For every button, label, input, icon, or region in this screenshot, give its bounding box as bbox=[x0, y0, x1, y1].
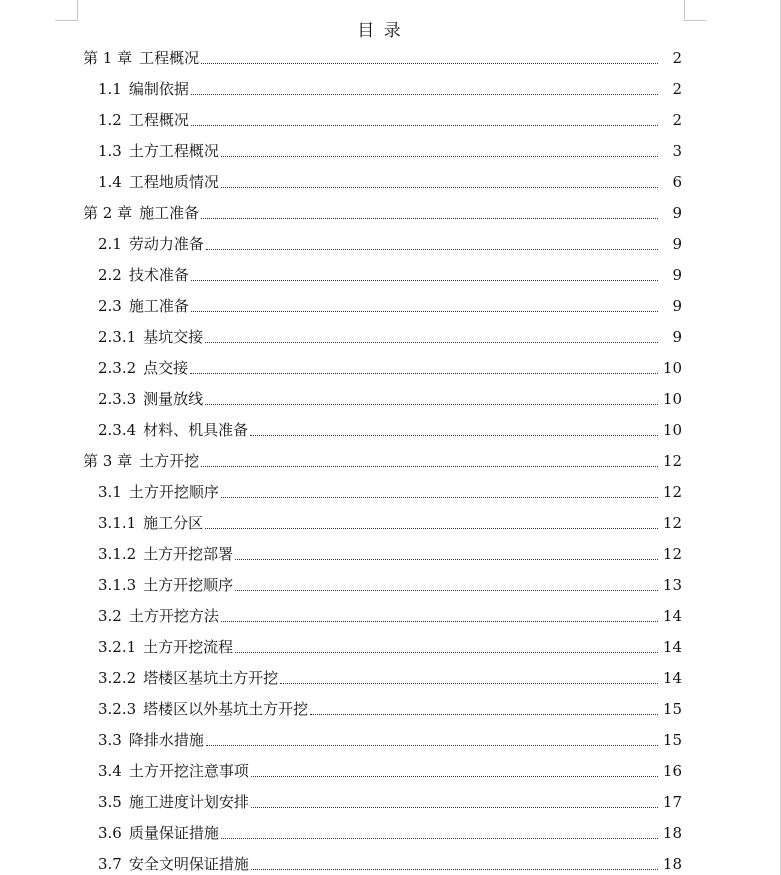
toc-dot-leader bbox=[251, 775, 658, 777]
toc-entry-number: 1.1 bbox=[98, 80, 122, 98]
toc-entry[interactable] bbox=[0, 354, 781, 378]
toc-dot-leader bbox=[221, 186, 658, 188]
toc-dot-leader bbox=[206, 744, 658, 746]
toc-entry[interactable] bbox=[0, 478, 781, 502]
toc-entry-number: 2.3 bbox=[98, 297, 122, 315]
toc-entry-text: 工程地质情况 bbox=[128, 173, 219, 191]
toc-entry-page: 6 bbox=[672, 173, 682, 191]
toc-entry-page: 2 bbox=[672, 111, 682, 129]
toc-entry-page: 12 bbox=[662, 452, 682, 470]
toc-entry-text: 土方开挖方法 bbox=[128, 607, 219, 625]
toc-entry[interactable] bbox=[0, 261, 781, 285]
crop-mark-top-right-vertical bbox=[684, 0, 685, 21]
toc-entry-text: 工程概况 bbox=[139, 49, 200, 67]
toc-entry[interactable] bbox=[0, 75, 781, 99]
toc-dot-leader bbox=[191, 279, 658, 281]
toc-entry[interactable] bbox=[0, 230, 781, 254]
toc-entry[interactable] bbox=[0, 571, 781, 595]
toc-entry-page: 12 bbox=[662, 545, 682, 563]
toc-dot-leader bbox=[310, 713, 658, 715]
toc-entry-page: 14 bbox=[662, 638, 682, 656]
toc-entry-number: 第 2 章 bbox=[83, 204, 133, 222]
toc-dot-leader bbox=[205, 341, 658, 343]
toc-entry-number: 2.3.2 bbox=[98, 359, 137, 377]
toc-entry-number: 3.2.3 bbox=[98, 700, 137, 718]
toc-dot-leader bbox=[235, 651, 658, 653]
toc-entry[interactable] bbox=[0, 292, 781, 316]
toc-entry-page: 3 bbox=[672, 142, 682, 160]
toc-entry-number: 3.5 bbox=[98, 793, 122, 811]
crop-mark-top-left-vertical bbox=[77, 0, 78, 21]
toc-entry-text: 土方开挖 bbox=[139, 452, 200, 470]
toc-entry-chapter-2[interactable] bbox=[0, 199, 781, 223]
toc-entry-number: 3.1.2 bbox=[98, 545, 137, 563]
toc-entry-number: 2.3.4 bbox=[98, 421, 137, 439]
toc-entry-page: 10 bbox=[662, 390, 682, 408]
toc-entry[interactable] bbox=[0, 540, 781, 564]
toc-entry-text: 质量保证措施 bbox=[128, 824, 219, 842]
toc-dot-leader bbox=[190, 372, 658, 374]
toc-entry-number: 3.1.1 bbox=[98, 514, 137, 532]
toc-entry-text: 点交接 bbox=[143, 359, 189, 377]
toc-entry-chapter-1[interactable] bbox=[0, 44, 781, 68]
toc-entry[interactable] bbox=[0, 726, 781, 750]
toc-dot-leader bbox=[251, 806, 658, 808]
toc-entry-page: 12 bbox=[662, 514, 682, 532]
toc-entry[interactable] bbox=[0, 323, 781, 347]
toc-entry-page: 9 bbox=[672, 266, 682, 284]
toc-entry-number: 3.4 bbox=[98, 762, 122, 780]
toc-entry-number: 第 3 章 bbox=[83, 452, 133, 470]
toc-dot-leader bbox=[235, 558, 658, 560]
toc-entry-page: 10 bbox=[662, 421, 682, 439]
toc-entry-page: 2 bbox=[672, 49, 682, 67]
toc-entry-text: 土方工程概况 bbox=[128, 142, 219, 160]
toc-entry-text: 土方开挖顺序 bbox=[143, 576, 234, 594]
toc-entry-text: 土方开挖流程 bbox=[143, 638, 234, 656]
toc-entry-text: 土方开挖顺序 bbox=[128, 483, 219, 501]
toc-entry-number: 1.3 bbox=[98, 142, 122, 160]
toc-entry-text: 施工进度计划安排 bbox=[128, 793, 249, 811]
toc-dot-leader bbox=[221, 620, 658, 622]
toc-entry-number: 3.2.1 bbox=[98, 638, 137, 656]
toc-dot-leader bbox=[251, 868, 658, 870]
toc-dot-leader bbox=[191, 124, 658, 126]
toc-entry[interactable] bbox=[0, 509, 781, 533]
toc-entry-text: 降排水措施 bbox=[128, 731, 204, 749]
toc-entry-text: 施工准备 bbox=[128, 297, 189, 315]
toc-entry-number: 1.2 bbox=[98, 111, 122, 129]
toc-dot-leader bbox=[221, 837, 658, 839]
toc-entry-page: 9 bbox=[672, 297, 682, 315]
toc-entry-page: 15 bbox=[662, 731, 682, 749]
toc-entry-number: 2.3.1 bbox=[98, 328, 137, 346]
toc-entry-number: 第 1 章 bbox=[83, 49, 133, 67]
toc-entry-number: 3.2 bbox=[98, 607, 122, 625]
toc-entry-page: 14 bbox=[662, 607, 682, 625]
toc-entry-page: 10 bbox=[662, 359, 682, 377]
toc-entry[interactable] bbox=[0, 168, 781, 192]
toc-entry-text: 塔楼区以外基坑土方开挖 bbox=[143, 700, 309, 718]
toc-entry-page: 17 bbox=[662, 793, 682, 811]
toc-entry-page: 9 bbox=[672, 204, 682, 222]
toc-entry-number: 3.3 bbox=[98, 731, 122, 749]
toc-entry-text: 土方开挖注意事项 bbox=[128, 762, 249, 780]
toc-entry[interactable] bbox=[0, 602, 781, 626]
toc-entry-number: 3.1.3 bbox=[98, 576, 137, 594]
toc-entry[interactable] bbox=[0, 695, 781, 719]
toc-entry-page: 14 bbox=[662, 669, 682, 687]
toc-entry-text: 材料、机具准备 bbox=[143, 421, 249, 439]
toc-entry-number: 2.1 bbox=[98, 235, 122, 253]
toc-title: 目 录 bbox=[357, 21, 403, 41]
toc-dot-leader bbox=[280, 682, 658, 684]
toc-entry[interactable] bbox=[0, 664, 781, 688]
toc-entry[interactable] bbox=[0, 850, 781, 874]
toc-dot-leader bbox=[201, 465, 658, 467]
toc-entry-number: 2.2 bbox=[98, 266, 122, 284]
toc-entry-page: 16 bbox=[662, 762, 682, 780]
toc-entry-page: 9 bbox=[672, 235, 682, 253]
toc-entry-page: 9 bbox=[672, 328, 682, 346]
toc-entry-page: 12 bbox=[662, 483, 682, 501]
toc-dot-leader bbox=[221, 155, 658, 157]
toc-entry-number: 1.4 bbox=[98, 173, 122, 191]
toc-entry-page: 18 bbox=[662, 855, 682, 873]
toc-entry-text: 基坑交接 bbox=[143, 328, 204, 346]
toc-dot-leader bbox=[191, 93, 658, 95]
toc-entry-text: 施工分区 bbox=[143, 514, 204, 532]
toc-entry-page: 18 bbox=[662, 824, 682, 842]
toc-entry-number: 2.3.3 bbox=[98, 390, 137, 408]
toc-entry-page: 15 bbox=[662, 700, 682, 718]
toc-entry-text: 技术准备 bbox=[128, 266, 189, 284]
toc-entry[interactable] bbox=[0, 757, 781, 781]
toc-dot-leader bbox=[206, 248, 658, 250]
toc-entry[interactable] bbox=[0, 819, 781, 843]
toc-dot-leader bbox=[235, 589, 658, 591]
toc-entry-text: 施工准备 bbox=[139, 204, 200, 222]
toc-entry[interactable] bbox=[0, 416, 781, 440]
toc-dot-leader bbox=[201, 62, 658, 64]
toc-entry-text: 编制依据 bbox=[128, 80, 189, 98]
toc-entry-page: 2 bbox=[672, 80, 682, 98]
toc-dot-leader bbox=[201, 217, 658, 219]
toc-entry-text: 测量放线 bbox=[143, 390, 204, 408]
toc-entry-text: 土方开挖部署 bbox=[143, 545, 234, 563]
toc-entry-text: 劳动力准备 bbox=[128, 235, 204, 253]
toc-dot-leader bbox=[205, 403, 658, 405]
toc-entry-text: 塔楼区基坑土方开挖 bbox=[143, 669, 279, 687]
toc-entry[interactable] bbox=[0, 788, 781, 812]
toc-dot-leader bbox=[250, 434, 658, 436]
toc-entry-text: 安全文明保证措施 bbox=[128, 855, 249, 873]
toc-dot-leader bbox=[221, 496, 658, 498]
toc-entry-number: 3.6 bbox=[98, 824, 122, 842]
toc-entry-page: 13 bbox=[662, 576, 682, 594]
toc-entry[interactable] bbox=[0, 633, 781, 657]
toc-entry[interactable] bbox=[0, 385, 781, 409]
toc-entry-text: 工程概况 bbox=[128, 111, 189, 129]
toc-dot-leader bbox=[191, 310, 658, 312]
toc-entry-number: 3.1 bbox=[98, 483, 122, 501]
toc-entry-number: 3.7 bbox=[98, 855, 122, 873]
toc-entry-chapter-3[interactable] bbox=[0, 447, 781, 471]
toc-dot-leader bbox=[205, 527, 658, 529]
toc-entry[interactable] bbox=[0, 106, 781, 130]
toc-entry[interactable] bbox=[0, 137, 781, 161]
toc-entry-number: 3.2.2 bbox=[98, 669, 137, 687]
